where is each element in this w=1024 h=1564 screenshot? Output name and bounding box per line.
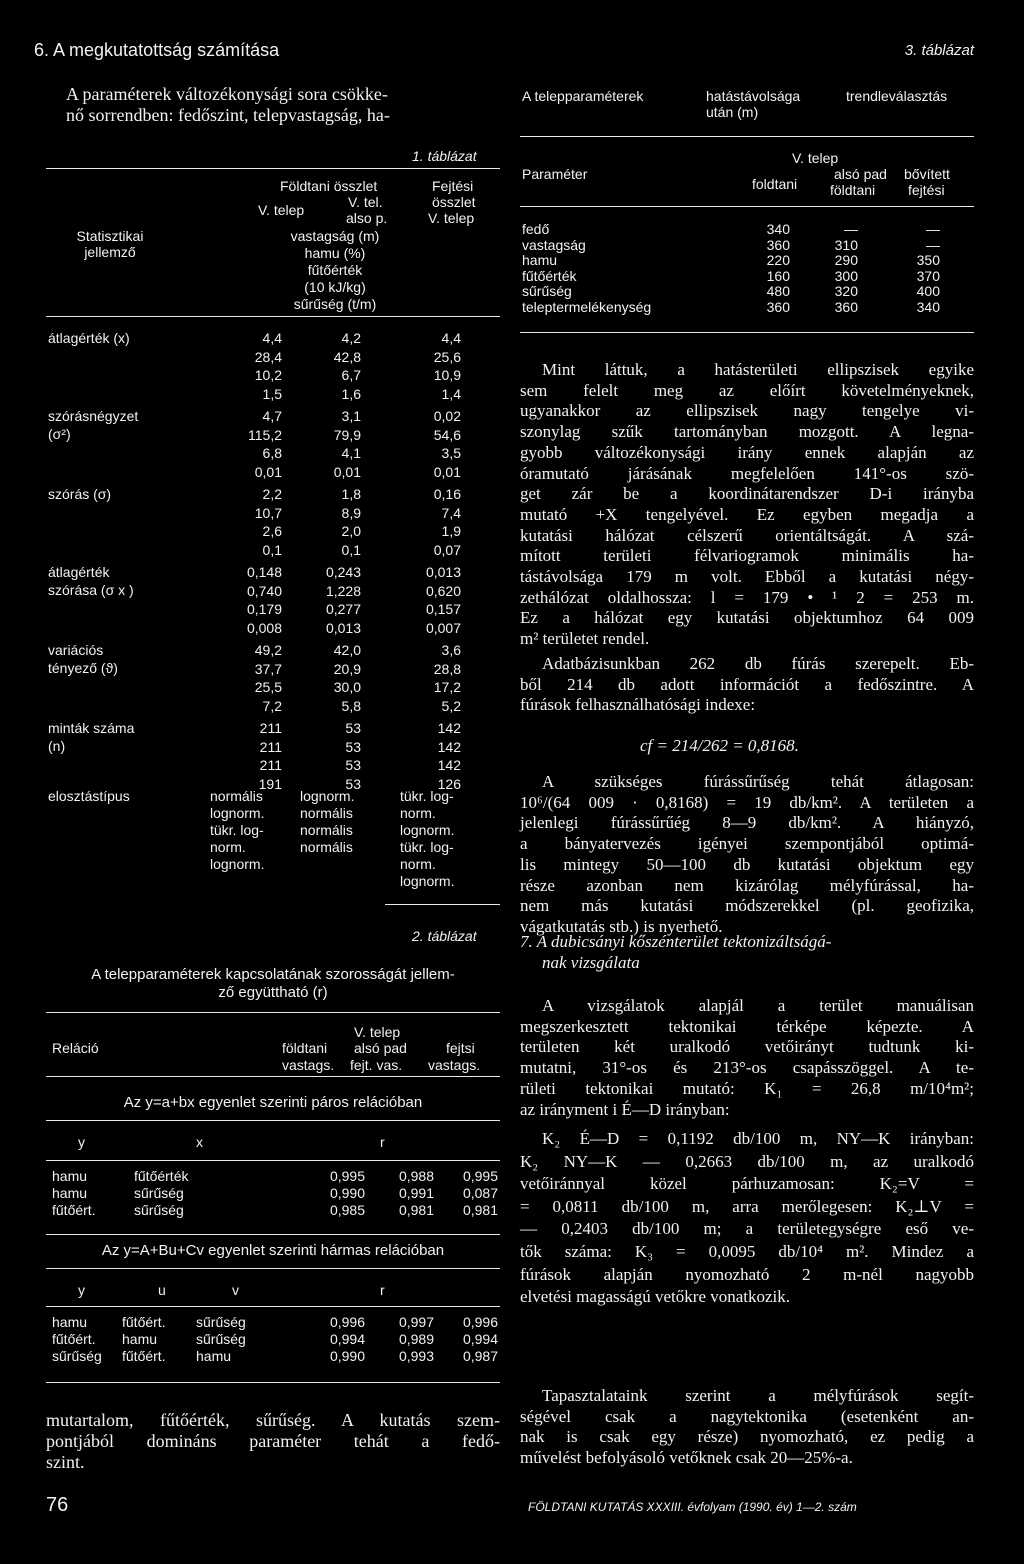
t1-dist-cell: norm. <box>210 839 246 855</box>
text-line: lis mintegy 50—100 db kutatási objektum egy <box>520 854 974 874</box>
text-line: K₂ É—D = 0,1192 db/100 m, NY—K irányban: <box>542 1129 974 1148</box>
t1-dist-cell: lognorm. <box>400 873 455 889</box>
t1-dist-cell: tükr. log- <box>400 788 454 804</box>
table2-header-rule <box>46 1076 500 1077</box>
text-line: mutatni, 31°-os és 213°-os csapásszöggel. A te- <box>520 1058 974 1078</box>
text-line: m² területet rendel. <box>520 629 650 649</box>
t2-row-r: 0,995 <box>462 1168 498 1184</box>
t3-cell: 340 <box>916 298 940 315</box>
t1-group-label: átlagérték <box>48 564 110 580</box>
t1-cell: 142 <box>437 757 461 773</box>
t1-cell: 2,6 <box>262 523 282 539</box>
t3-cell: — <box>926 236 940 253</box>
t1-dist-cell: normális <box>300 805 353 821</box>
t1-stat-header: Statisztikai jellemző <box>76 228 144 260</box>
t1-cell: 10,7 <box>254 504 282 521</box>
text-line: fúrások alapján nyomozható 2 m-nél nagyobb <box>520 1264 974 1284</box>
t3-cell: 160 <box>766 267 790 284</box>
t2-vastags2: vastags. <box>428 1057 481 1073</box>
t3-title-a: A telepparaméterek <box>522 88 644 104</box>
t1-cell: 30,0 <box>333 679 361 695</box>
t1-cell: 0,013 <box>325 619 361 636</box>
t2-row-r: 0,996 <box>462 1314 498 1330</box>
t3-cell: 220 <box>766 252 790 268</box>
t1-vtelep-header: V. telep <box>258 202 305 218</box>
t2-row-r: 0,990 <box>329 1348 365 1364</box>
t2-row-x: fűtőérték <box>134 1168 189 1184</box>
t3-title-b: hatástávolsága <box>706 88 801 104</box>
t1-cell: 28,8 <box>433 660 461 677</box>
t3-cell: 360 <box>766 298 790 315</box>
t3-cell: 370 <box>916 267 940 284</box>
t2-row-r: 0,994 <box>329 1331 365 1347</box>
t1-group-label-2: (σ²) <box>48 426 71 442</box>
t1-dist-cell: normális <box>300 822 353 838</box>
t2-relacio: Reláció <box>52 1040 99 1056</box>
t1-cell: 1,4 <box>441 385 461 402</box>
t1-cell: 4,1 <box>341 445 361 461</box>
t2-sec1-col-rule <box>46 1160 500 1161</box>
t3-foldtani2-header: földtani <box>830 182 876 198</box>
text-line: 10⁶/(64 009 · 0,8168) = 19 db/km². A területen a <box>520 792 974 812</box>
t1-group-label: szórás (σ) <box>48 486 112 502</box>
left-intro: A paraméterek változékonysági sora csökke- nő sorrendben: fedőszint, telepvastagság, ha- <box>66 84 390 125</box>
t2-row-x: sűrűség <box>134 1185 184 1201</box>
t1-cell: 3,5 <box>441 445 461 461</box>
text-line: része azonban nem kizárólag mélyfúrással, ha- <box>520 875 974 895</box>
t1-cell: 1,228 <box>325 582 361 599</box>
t1-cell: 49,2 <box>254 642 282 658</box>
t3-cell: 480 <box>766 283 790 299</box>
t1-cell: 7,4 <box>441 504 461 521</box>
t1-fejt-header: Fejtési <box>432 178 474 194</box>
t3-alsopad-header: alsó pad <box>834 166 887 182</box>
text-line: — 0,2403 db/100 m; a területegységre eső ve- <box>520 1219 974 1239</box>
table2-caption: 2. táblázat <box>412 928 477 944</box>
text-line: Mint láttuk, a hatásterületi ellipszisek egyike <box>542 360 974 379</box>
t1-cell: 142 <box>437 720 461 736</box>
table3-header-rule <box>520 206 974 207</box>
text-line: mított területi félvariogramok minimális ha- <box>520 546 974 566</box>
t1-cell: 115,2 <box>248 426 282 443</box>
t2-row-y: fűtőért. <box>52 1202 96 1218</box>
t1-cell: 0,01 <box>333 463 361 480</box>
t1-param-list: vastagság (m) hamu (%) fűtőérték (10 kJ/kg) sűrűség (t/m) <box>290 228 380 312</box>
t2-sec1-col-y: y <box>78 1134 85 1150</box>
t3-cell: — <box>844 221 858 237</box>
t2-row-y: fűtőért. <box>52 1331 96 1347</box>
text-line: elvetési magasságú vetőkre vonatkozik. <box>520 1287 791 1307</box>
table3-bottom-rule <box>520 332 974 333</box>
t1-dist-cell: normális <box>210 788 263 804</box>
t1-cell: 211 <box>259 720 282 736</box>
t2-row-r: 0,997 <box>398 1314 434 1330</box>
t2-row-r: 0,087 <box>462 1185 498 1201</box>
t1-dist-cell: lognorm. <box>300 788 355 804</box>
text-line: A szükséges fúrássűrűség tehát átlagosan: <box>542 772 974 791</box>
table2-bottom-rule <box>46 1382 500 1383</box>
t2-row-y: hamu <box>52 1185 88 1201</box>
t3-cell: 290 <box>834 252 858 268</box>
t1-osszlet-header: összlet <box>432 194 476 210</box>
t2-fejtsi: fejtsi <box>446 1040 475 1056</box>
text-line: szonylag szűk tartományban mozgott. A legna- <box>520 422 974 442</box>
t2-sec1-rule <box>46 1120 500 1121</box>
t2-row-r: 0,993 <box>398 1348 434 1364</box>
t2-row-y: sűrűség <box>52 1348 102 1364</box>
text-line: művelést befolyásoló vetőknek csak 20—25%-a. <box>520 1448 853 1468</box>
t1-dist-cell: normális <box>300 839 353 855</box>
text-line: get zár be a koordinátarendszer D-i irányba <box>520 484 974 504</box>
t3-foldtani-header: foldtani <box>752 176 798 192</box>
t3-row-label: hamu <box>522 252 558 268</box>
t3-cell: 350 <box>916 252 940 268</box>
t1-cell: 53 <box>345 738 361 755</box>
table1-header-rule <box>46 316 500 317</box>
t1-dist-cell: lognorm. <box>400 822 455 838</box>
t1-cell: 0,740 <box>246 582 282 599</box>
text-line: A vizsgálatok alapjál a terület manuálisan <box>542 996 974 1015</box>
t1-dist-cell: tükr. log- <box>210 822 264 838</box>
t1-cell: 211 <box>259 738 282 755</box>
t1-dist-cell: lognorm. <box>210 805 265 821</box>
t2-row-r: 0,991 <box>398 1185 434 1201</box>
t1-cell: 7,2 <box>262 697 282 714</box>
t1-group-label-2: (n) <box>48 738 66 754</box>
t1-cell: 1,6 <box>341 385 361 402</box>
formula: cf = 214/262 = 0,8168. <box>640 736 799 755</box>
text-line: vágatkutatás stb.) is nyerhető. <box>520 916 723 936</box>
text-line: vetőiránnyal közel párhuzamosan: K₂=V = <box>520 1174 974 1194</box>
text-line: a bányatervezés igényei szempontjából optimá- <box>520 834 974 854</box>
text-line: tők száma: K₃ = 0,0095 db/10⁴ m². Mindez a <box>520 1241 974 1261</box>
t1-cell: 53 <box>345 757 361 773</box>
text-line: jelenlegi fúrássűrűég 8—9 db/km². A hiányzó, <box>520 813 974 833</box>
t2-row-u: hamu <box>122 1331 158 1347</box>
t3-cell: 360 <box>766 236 790 253</box>
t1-group-label: variációs <box>48 642 104 658</box>
t3-cell: 360 <box>834 298 858 315</box>
text-line: ugyanakkor az ellipszisek nagy tengelye vi- <box>520 401 974 421</box>
t3-row-label: vastagság <box>522 236 586 253</box>
t2-row-r: 0,981 <box>462 1202 498 1218</box>
t2-row-y: hamu <box>52 1314 88 1330</box>
right-para-2 <box>520 654 974 716</box>
t1-cell: 4,2 <box>341 330 361 346</box>
t2-sec2-col-rule <box>46 1306 500 1307</box>
t2-row-y: hamu <box>52 1168 88 1184</box>
t1-cell: 0,008 <box>246 619 282 636</box>
t2-sec2-col-r: r <box>380 1282 385 1298</box>
t2-row-x: sűrűség <box>134 1202 184 1218</box>
t1-dist-cell: tükr. log- <box>400 839 454 855</box>
text-line: = 0,0811 db/100 m, arra merőlegesen: K₂⊥V = <box>520 1196 974 1216</box>
t1-cell: 6,8 <box>262 445 282 461</box>
text-line: tástávolsága 179 m volt. Ebből a kutatási négy- <box>520 567 974 587</box>
t3-title-d: után (m) <box>706 104 759 120</box>
table1-bottom-rule <box>385 904 500 905</box>
t1-cell: 0,07 <box>433 541 461 558</box>
t2-row-r: 0,996 <box>329 1314 365 1330</box>
text-line: területen két uralkodó vetőirányt tudtunk ki- <box>520 1037 974 1057</box>
t3-cell: 340 <box>766 221 790 237</box>
t3-row-label: fűtőérték <box>522 267 577 284</box>
t2-row-r: 0,981 <box>398 1202 434 1218</box>
t1-cell: 42,0 <box>333 642 361 658</box>
t1-cell: 1,9 <box>441 523 461 539</box>
t2-row-v: hamu <box>196 1348 232 1364</box>
t1-vtelep2-header: V. telep <box>428 210 475 226</box>
text-line: rületi tektonikai mutató: K₁ = 26,8 m/10⁴m²; <box>520 1078 974 1098</box>
t1-cell: 25,6 <box>433 348 461 365</box>
t2-row-r: 0,987 <box>462 1348 498 1364</box>
t1-cell: 4,4 <box>262 330 282 346</box>
t2-alsopad: alsó pad <box>354 1040 407 1056</box>
right-para-5 <box>520 1128 974 1309</box>
t1-dist-cell: lognorm. <box>210 856 265 872</box>
text-line: nak is csak egy része) nyomozható, ez pedig a <box>520 1427 974 1447</box>
t1-cell: 25,5 <box>254 679 282 695</box>
t1-alsop-header: also p. <box>346 210 388 226</box>
t2-sec2-col-u: u <box>158 1282 166 1298</box>
t1-cell: 54,6 <box>433 426 461 443</box>
t1-cell: 79,9 <box>333 426 361 443</box>
journal-footer: FÖLDTANI KUTATÁS XXXIII. évfolyam (1990. év) 1—2. szám <box>528 1500 857 1514</box>
section7-heading: 7. A dubicsányi kőszénterület tektonizáltságá- nak vizsgálata <box>520 932 832 972</box>
t1-dist-cell: norm. <box>400 805 436 821</box>
text-line: Ez a hálózat egy kutatási objektumhoz 64 009 <box>520 608 974 628</box>
table-ref: 3. táblázat <box>904 42 974 59</box>
table3-top-rule <box>520 136 974 137</box>
table1-top-rule <box>46 168 500 169</box>
t2-fold: földtani <box>282 1040 328 1056</box>
t1-cell: 8,9 <box>341 504 361 521</box>
t1-dist-cell: norm. <box>400 856 436 872</box>
t3-fejtesi-header: fejtési <box>908 182 945 198</box>
t1-cell: 0,02 <box>433 408 461 424</box>
t2-sec1-col-x: x <box>196 1134 203 1150</box>
t1-cell: 126 <box>437 775 461 792</box>
t1-cell: 0,620 <box>425 582 461 599</box>
t2-row-r: 0,995 <box>329 1168 365 1184</box>
table2-title: A telepparaméterek kapcsolatának szorosságát jellem- ző együttható (r) <box>91 966 455 1001</box>
t2-sec2-top-rule <box>46 1234 500 1235</box>
t1-cell: 191 <box>258 775 282 792</box>
t1-cell: 10,9 <box>433 367 461 383</box>
t1-cell: 0,277 <box>325 601 361 617</box>
text-line: sem felelt meg az előírt követelményeknek, <box>520 380 974 400</box>
table2-top-rule <box>46 1012 500 1013</box>
t2-vtelep: V. telep <box>354 1024 401 1040</box>
t1-cell: 0,1 <box>262 541 282 558</box>
t1-cell: 37,7 <box>254 660 282 677</box>
left-outro: mutartalom, fűtőérték, sűrűség. A kutatás szem- pontjából domináns paraméter tehát a fedő- szint. <box>46 1410 500 1472</box>
text-line: óramutató járásának megfelelően 141°-os szö- <box>520 463 974 483</box>
t1-cell: 53 <box>345 775 361 792</box>
t1-cell: 0,148 <box>246 564 282 580</box>
t2-sec2-col-y: y <box>78 1282 85 1298</box>
t1-cell: 28,4 <box>254 348 282 365</box>
t1-vtel-header: V. tel. <box>348 194 383 210</box>
t3-param-header: Paraméter <box>522 166 588 182</box>
text-line: zethálózat oldalhossza: l = 179 • ¹ 2 = 253 m. <box>520 587 974 607</box>
t2-sec1-title: Az y=a+bx egyenlet szerinti páros relációban <box>123 1094 423 1111</box>
t2-sec1-col-r: r <box>380 1134 385 1150</box>
text-line: ségével csak a nagytektonika (esetenként an- <box>520 1406 974 1426</box>
text-line: nem más kutatási módszerekkel (pl. geofizika, <box>520 896 974 916</box>
t3-vtelep-header: V. telep <box>792 150 839 166</box>
text-line: Adatbázisunkban 262 db fúrás szerepelt. Eb- <box>542 654 974 673</box>
t1-cell: 0,157 <box>425 601 461 617</box>
text-line: ből 214 db adott információt a fedőszintre. A <box>520 674 974 694</box>
text-line: gyobb változékonysági irány ennek alapján az <box>520 442 974 462</box>
t3-title-c: trendleválasztás <box>846 88 948 104</box>
t1-cell: 5,2 <box>441 697 461 714</box>
t1-cell: 1,5 <box>262 385 282 402</box>
text-line: fúrások felhasználhatósági indexe: <box>520 695 756 715</box>
t1-cell: 20,9 <box>333 660 361 677</box>
t1-group-label: minták száma <box>48 720 135 736</box>
t1-cell: 53 <box>345 720 361 736</box>
t1-cell: 3,1 <box>341 408 361 424</box>
t2-row-r: 0,990 <box>329 1185 365 1201</box>
right-para-3 <box>520 772 974 938</box>
text-line: az irányment i É—D irányban: <box>520 1099 730 1119</box>
t1-cell: 2,2 <box>262 486 282 502</box>
t3-row-label: sűrűség <box>522 283 572 299</box>
t3-row-label: fedő <box>522 221 550 237</box>
t3-cell: 310 <box>834 236 858 253</box>
t1-cell: 142 <box>437 738 461 755</box>
t2-row-u: fűtőért. <box>122 1314 166 1330</box>
t2-row-u: fűtőért. <box>122 1348 166 1364</box>
t3-cell: 400 <box>916 283 940 299</box>
t2-vastags: vastags. <box>282 1057 335 1073</box>
t1-cell: 0,243 <box>325 564 361 580</box>
t1-cell: 42,8 <box>333 348 361 365</box>
t1-cell: 1,8 <box>341 486 361 502</box>
text-line: kutatási hálózat célszerű orientáltságát. A szá- <box>520 525 974 545</box>
t3-cell: 300 <box>834 267 858 284</box>
t3-cell: — <box>926 221 940 237</box>
t1-cell: 0,007 <box>425 619 461 636</box>
t2-row-v: sűrűség <box>196 1314 246 1330</box>
t1-cell: 10,2 <box>254 367 282 383</box>
t3-cell: 320 <box>834 283 858 299</box>
right-para-6 <box>520 1386 974 1469</box>
t1-cell: 2,0 <box>341 523 361 539</box>
t2-sec2-title: Az y=A+Bu+Cv egyenlet szerinti hármas relációban <box>101 1242 445 1259</box>
page-number: 76 <box>46 1494 69 1516</box>
text-line: mutató +X tengelyével. Ez egyben megadja a <box>520 504 974 524</box>
t2-row-r: 0,988 <box>398 1168 434 1184</box>
t2-row-r: 0,985 <box>329 1202 365 1218</box>
t3-bovitett-header: bővített <box>904 166 950 182</box>
t1-fold-header: Földtani összlet <box>280 178 378 194</box>
t1-cell: 0,01 <box>254 463 282 480</box>
t1-cell: 0,179 <box>246 601 282 617</box>
t1-group-label-2: tényező (ϑ) <box>48 660 118 676</box>
table1-caption: 1. táblázat <box>412 148 477 164</box>
t1-cell: 6,7 <box>341 367 361 383</box>
section-heading: 6. A megkutatottság számítása <box>34 40 280 60</box>
t3-row-label: teleptermelékenység <box>522 298 652 315</box>
t2-fejtvas: fejt. vas. <box>350 1057 403 1073</box>
t1-cell: 0,16 <box>433 486 461 502</box>
t2-row-v: sűrűség <box>196 1331 246 1347</box>
t1-group-label: szórásnégyzet <box>48 408 139 424</box>
t1-cell: 4,7 <box>262 408 282 424</box>
t1-cell: 0,1 <box>341 541 361 558</box>
t2-sec2-rule <box>46 1268 500 1269</box>
t1-cell: 0,013 <box>425 564 461 580</box>
t1-cell: 4,4 <box>441 330 461 346</box>
t1-dist-label: elosztástípus <box>48 788 130 804</box>
right-para-1 <box>520 360 974 650</box>
t1-group-label-2: szórása (σ x ) <box>48 582 134 598</box>
t1-cell: 211 <box>259 757 282 773</box>
t2-sec2-col-v: v <box>232 1282 239 1298</box>
t1-cell: 3,6 <box>441 642 461 658</box>
t1-cell: 17,2 <box>433 679 461 695</box>
text-line: Tapasztalataink szerint a mélyfúrások segít- <box>542 1386 974 1405</box>
text-line: megszerkesztett tektonikai térképe képezte. A <box>520 1016 974 1036</box>
t2-row-r: 0,994 <box>462 1331 498 1347</box>
t2-row-r: 0,989 <box>398 1331 434 1347</box>
t1-cell: 0,01 <box>433 463 461 480</box>
right-para-4 <box>520 996 974 1120</box>
t1-group-label: átlagérték (x) <box>48 330 130 346</box>
text-line: K₂ NY—K — 0,2663 db/100 m, az uralkodó <box>520 1151 974 1171</box>
t1-cell: 5,8 <box>341 697 361 714</box>
